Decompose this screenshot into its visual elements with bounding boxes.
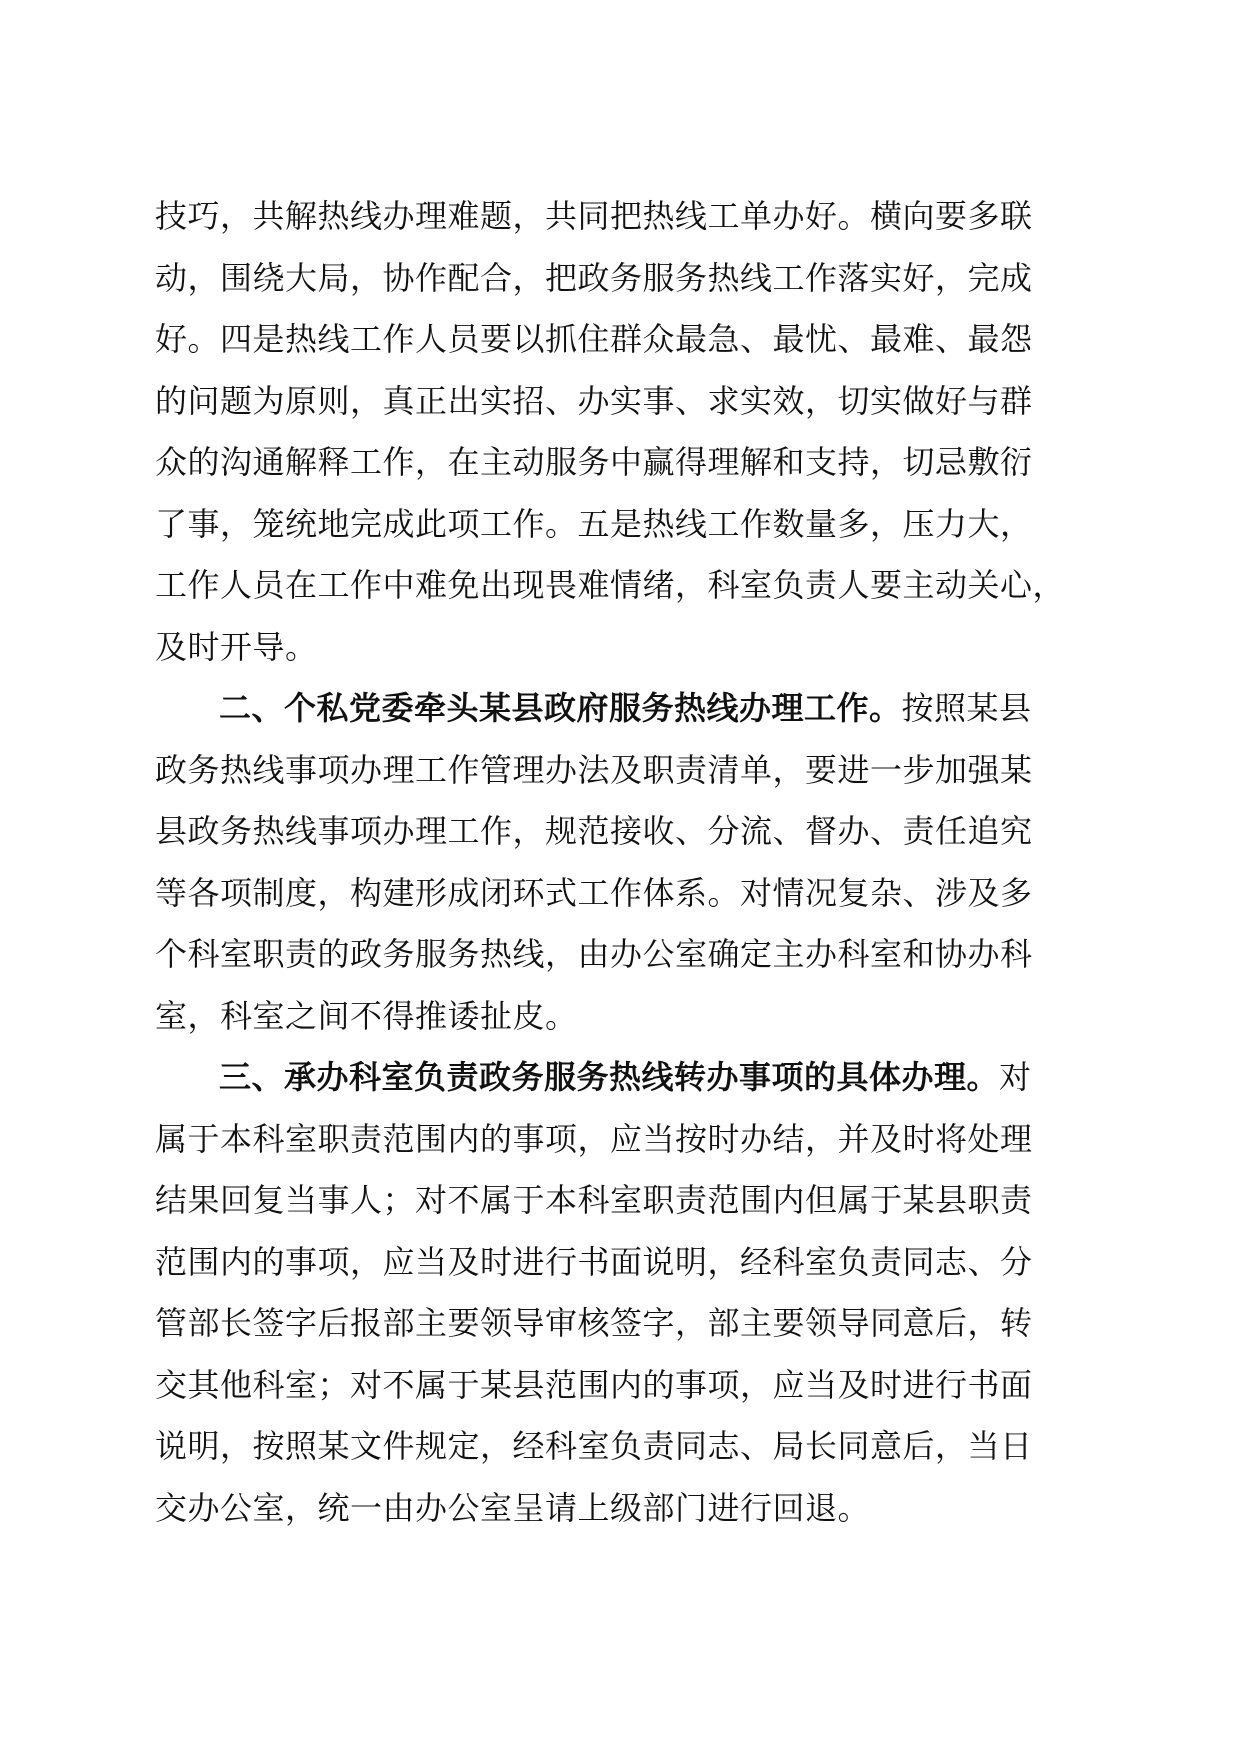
paragraph-line: 动，围绕大局，协作配合，把政务服务热线工作落实好，完成 — [155, 258, 1033, 297]
paragraph-line: 范围内的事项，应当及时进行书面说明，经科室负责同志、分 — [155, 1242, 1033, 1281]
paragraph-line: 县政务热线事项办理工作，规范接收、分流、督办、责任追究 — [155, 812, 1033, 850]
paragraph-line: 交其他科室；对不属于某县范围内的事项，应当及时进行书面 — [155, 1365, 1033, 1404]
section-three-first-line — [155, 1047, 1085, 1109]
paragraph-line: 结果回复当事人；对不属于本科室职责范围内但属于某县职责 — [155, 1181, 1033, 1219]
paragraph-line: 及时开导。 — [155, 627, 318, 666]
paragraph-line: 属于本科室职责范围内的事项，应当按时办结，并及时将处理 — [155, 1119, 1033, 1158]
section-two-heading: 二、个私党委牵头某县政府服务热线办理工作。 — [219, 689, 902, 727]
paragraph-line: 众的沟通解释工作，在主动服务中赢得理解和支持，切忌敷衍 — [155, 443, 1033, 481]
paragraph-line: 等各项制度，构建形成闭环式工作体系。对情况复杂、涉及多 — [155, 873, 1033, 912]
paragraph-line: 室，科室之间不得推诿扯皮。 — [155, 996, 578, 1035]
section-three-first-line-rest: 对 — [999, 1058, 1032, 1096]
paragraph-line: 个科室职责的政务服务热线，由办公室确定主办科室和协办科 — [155, 935, 1033, 973]
paragraph-line: 政务热线事项办理工作管理办法及职责清单，要进一步加强某 — [155, 750, 1033, 789]
section-two-first-line — [155, 678, 1085, 740]
paragraph-line: 了事，笼统地完成此项工作。五是热线工作数量多，压力大， — [155, 504, 1033, 543]
section-two-first-line-rest: 按照某县 — [901, 689, 1032, 727]
paragraph-line: 的问题为原则，真正出实招、办实事、求实效，切实做好与群 — [155, 381, 1033, 420]
document-body — [155, 186, 1085, 1539]
paragraph-line: 说明，按照某文件规定，经科室负责同志、局长同意后，当日 — [155, 1427, 1033, 1465]
paragraph-line: 交办公室，统一由办公室呈请上级部门进行回退。 — [155, 1488, 871, 1527]
paragraph-line: 工作人员在工作中难免出现畏难情绪，科室负责人要主动关心， — [155, 566, 1066, 604]
paragraph-line: 技巧，共解热线办理难题，共同把热线工单办好。横向要多联 — [155, 197, 1033, 235]
paragraph-line: 好。四是热线工作人员要以抓住群众最急、最忧、最难、最怨 — [155, 320, 1033, 358]
section-three-heading: 三、承办科室负责政务服务热线转办事项的具体办理。 — [219, 1058, 1000, 1096]
paragraph-line: 管部长签字后报部主要领导审核签字，部主要领导同意后，转 — [155, 1304, 1033, 1342]
